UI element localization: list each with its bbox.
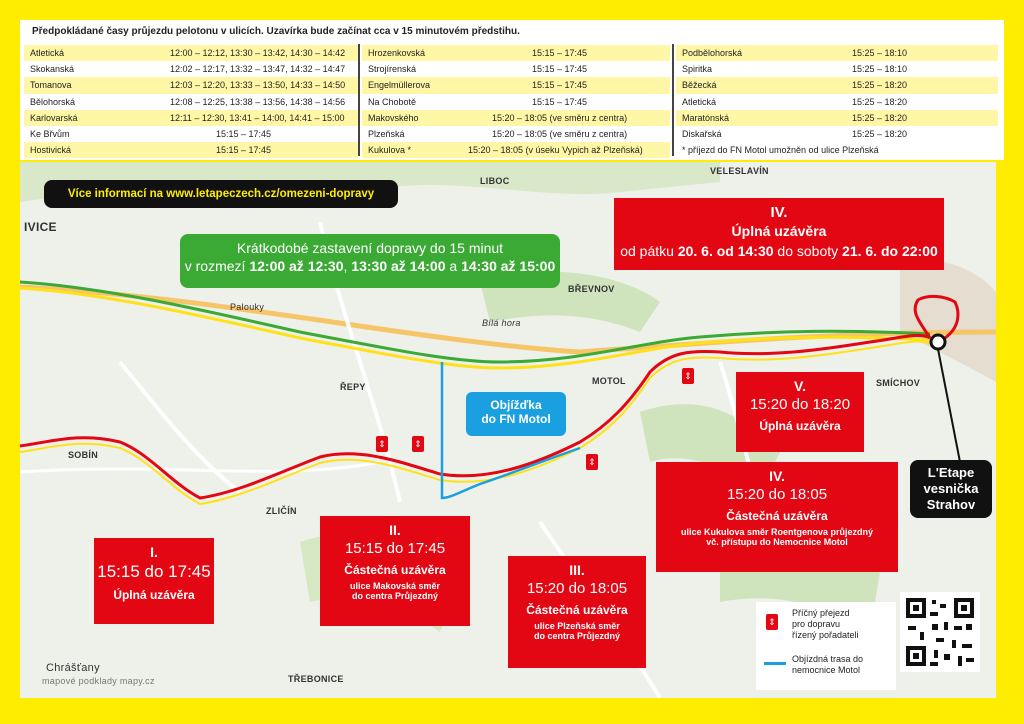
timetable-footnote: * příjezd do FN Motol umožněn od ulice Plzeňská xyxy=(682,145,879,156)
table-row: Hrozenkovská 15:15 – 17:45 xyxy=(362,45,670,61)
zone-1: I. 15:15 do 17:45 Úplná uzávěra xyxy=(94,538,214,624)
place-label: LIBOC xyxy=(480,176,510,186)
table-row: Kukulova * 15:20 – 18:05 (v úseku Vypich až Plzeňská) xyxy=(362,142,670,158)
table-row: Makovského 15:20 – 18:05 (ve směru z centra) xyxy=(362,110,670,126)
short-stop-line2: v rozmezí 12:00 až 12:30, 13:30 až 14:00 a 14:30 až 15:00 xyxy=(184,258,556,274)
legend-crossing: Příčný přejezd pro dopravu řízený pořadateli xyxy=(792,608,859,640)
map-credit: mapové podklady mapy.cz xyxy=(42,676,155,686)
table-row: Tomanova 12:03 – 12:20, 13:33 – 13:50, 14:33 – 14:50 xyxy=(24,77,358,93)
zone-5: V. 15:20 do 18:20 Úplná uzávěra xyxy=(736,372,864,452)
crossing-flag-icon: ⇕ xyxy=(682,368,694,384)
table-row: Engelmüllerova 15:15 – 17:45 xyxy=(362,77,670,93)
zone-3: III. 15:20 do 18:05 Částečná uzávěra ulice Plzeňská směr do centra Průjezdný xyxy=(508,556,646,668)
map[interactable] xyxy=(20,162,996,698)
info-link[interactable]: Více informací na www.letapeczech.cz/omezeni-dopravy xyxy=(44,180,398,208)
legend-detour: Objízdná trasa do nemocnice Motol xyxy=(792,654,864,675)
place-label: ZLIČÍN xyxy=(266,506,297,516)
table-row: Maratónská 15:25 – 18:20 xyxy=(676,110,998,126)
table-row: Karlovarská 12:11 – 12:30, 13:41 – 14:00, 14:41 – 15:00 xyxy=(24,110,358,126)
place-label: TŘEBONICE xyxy=(288,674,344,684)
table-row: Atletická 15:25 – 18:20 xyxy=(682,96,908,107)
table-row: Běžecká 15:25 – 18:20 xyxy=(676,77,998,93)
place-label: Chrášťany xyxy=(46,662,100,674)
timetable-panel xyxy=(20,20,1004,160)
place-label: SMÍCHOV xyxy=(876,378,921,388)
qr-code-icon xyxy=(900,592,980,672)
table-row: Skokanská 12:02 – 12:17, 13:32 – 13:47, 14:32 – 14:47 xyxy=(30,64,346,75)
place-label: Bílá hora xyxy=(482,318,521,328)
place-label: IVICE xyxy=(24,220,57,234)
legend xyxy=(756,602,896,690)
column-separator xyxy=(672,44,674,156)
table-row: Atletická 12:00 – 12:12, 13:30 – 13:42, 14:30 – 14:42 xyxy=(24,45,358,61)
table-row: Bělohorská 12:08 – 12:25, 13:38 – 13:56, 14:38 – 14:56 xyxy=(30,96,346,107)
place-label: SOBÍN xyxy=(68,450,99,460)
crossing-flag-icon: ⇕ xyxy=(412,436,424,452)
table-row: Spiritka 15:25 – 18:10 xyxy=(682,64,908,75)
zone-4-full: IV. Úplná uzávěra od pátku 20. 6. od 14:30 do soboty 21. 6. do 22:00 xyxy=(614,198,944,270)
place-label: VELESLAVÍN xyxy=(710,166,769,176)
place-label: MOTOL xyxy=(592,376,626,386)
timetable-title: Předpokládané časy průjezdu pelotonu v ulicích. Uzavírka bude začínat cca v 15 minutovém předstihu. xyxy=(32,26,520,37)
column-separator xyxy=(358,44,360,156)
table-row: Na Chobotě 15:15 – 17:45 xyxy=(368,96,588,107)
table-row: Podbělohorská 15:25 – 18:10 xyxy=(676,45,998,61)
table-row: Diskařská 15:25 – 18:20 xyxy=(682,128,908,139)
zone-4-partial: IV. 15:20 do 18:05 Částečná uzávěra ulice Kukulova směr Roentgenova průjezdný vč. přístupu do Nemocnice Motol xyxy=(656,462,898,572)
place-label: ŘEPY xyxy=(340,382,366,392)
timetable-column-2 xyxy=(362,45,670,158)
table-row: Plzeňská 15:20 – 18:05 (ve směru z centra) xyxy=(368,128,628,139)
crossing-flag-icon: ⇕ xyxy=(766,614,778,630)
timetable-column-1 xyxy=(24,45,358,158)
qr-code[interactable] xyxy=(900,592,980,672)
zone-2: II. 15:15 do 17:45 Částečná uzávěra ulice Makovská směr do centra Průjezdný xyxy=(320,516,470,626)
timetable-column-3 xyxy=(676,45,998,158)
table-row: Ke Břvům 15:15 – 17:45 xyxy=(30,128,272,139)
etape-village-badge: L'Etape vesnička Strahov xyxy=(910,460,992,518)
detour-line-icon xyxy=(764,662,786,665)
crossing-flag-icon: ⇕ xyxy=(586,454,598,470)
table-row: Hostivická 15:15 – 17:45 xyxy=(24,142,358,158)
short-stop-line1: Krátkodobé zastavení dopravy do 15 minut xyxy=(236,240,504,256)
table-row: Strojírenská 15:15 – 17:45 xyxy=(368,64,588,75)
crossing-flag-icon: ⇕ xyxy=(376,436,388,452)
place-label: BŘEVNOV xyxy=(568,284,615,294)
detour-label: Objížďka do FN Motol xyxy=(466,392,566,436)
place-label: Palouky xyxy=(230,302,265,312)
short-stop-notice xyxy=(180,234,560,288)
